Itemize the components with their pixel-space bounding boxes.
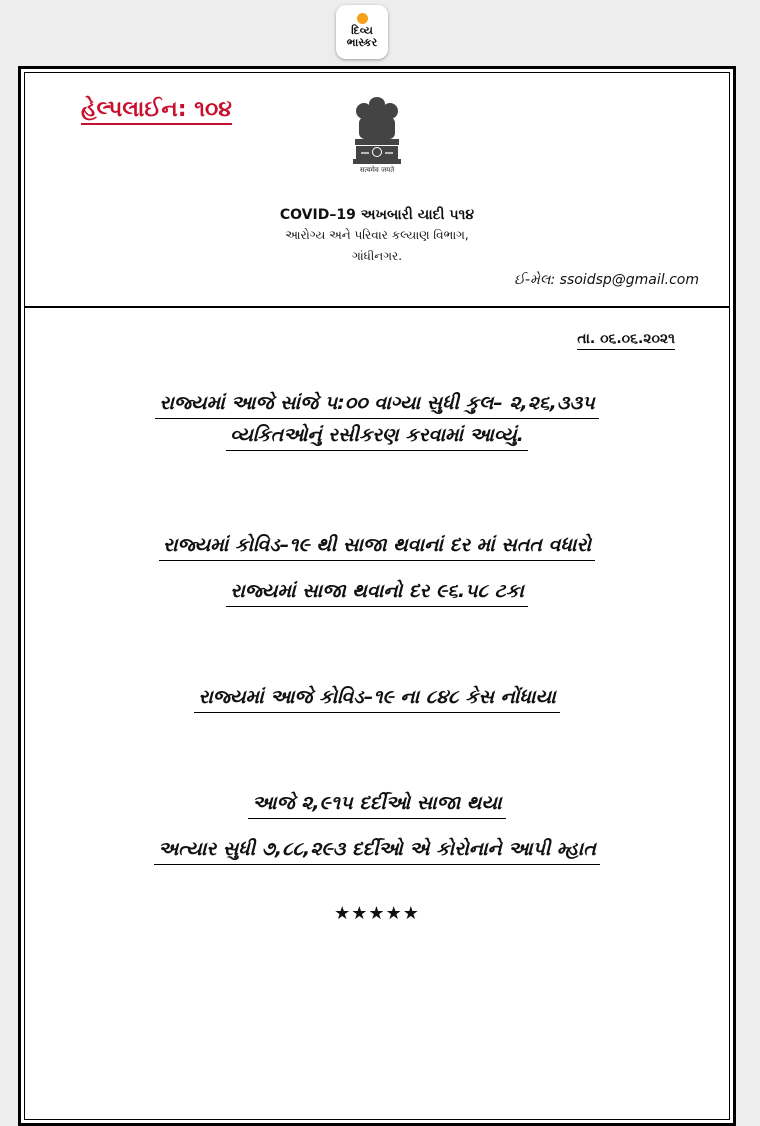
- department-name: આરોગ્ય અને પરિવાર કલ્યાણ વિભાગ,: [285, 228, 469, 242]
- email-address: ઈ-મેલ: ssoidsp@gmail.com: [514, 272, 699, 288]
- headline-new-cases: રાજ્યમાં આજે કોવિડ–૧૯ ના ૮૪૮ કેસ નોંધાયા: [194, 683, 559, 713]
- brand-line-2: ભાસ્કર: [346, 36, 378, 49]
- headlines: [21, 389, 733, 865]
- stars-separator: ★★★★★: [334, 903, 420, 924]
- headline-recovery-rate-increase: રાજ્યમાં કોવિડ–૧૯ થી સાજા થવાનાં દર માં સતત વધારો: [159, 531, 595, 561]
- emblem-motto: सत्यमेव जयते: [359, 166, 395, 174]
- header-divider: [24, 306, 730, 308]
- divya-bhaskar-logo: [336, 5, 388, 59]
- city-name: ગાંધીનગર.: [351, 249, 403, 263]
- headline-recovery-rate: રાજ્યમાં સાજા થવાનો દર ૯૬.૫૮ ટકા: [226, 577, 527, 607]
- release-title: COVID–19 અખબારી યાદી ૫૧૪: [279, 207, 475, 223]
- press-release-document: [18, 66, 736, 1126]
- headline-total-recovered: અત્યાર સુધી ૭,૮૮,૨૯૩ દર્દીઓ એ કોરોનાને આપી મ્હાત: [154, 835, 600, 865]
- national-emblem-icon: [347, 95, 407, 173]
- release-date: તા. ૦૬.૦૬.૨૦૨૧: [577, 331, 675, 350]
- brand-line-1: દિવ્ય: [351, 24, 373, 37]
- release-header: [21, 205, 733, 267]
- brand-dot-icon: [357, 13, 368, 24]
- helpline-number: હેલ્પલાઈન: ૧૦૪: [81, 97, 232, 125]
- headline-recovered-today: આજે ૨,૯૧૫ દર્દીઓ સાજા થયા: [248, 789, 505, 819]
- headline-vaccination-line-1: રાજ્યમાં આજે સાંજે ૫:૦૦ વાગ્યા સુધી કુલ– ૨,૨૬,૩૩૫: [155, 389, 598, 419]
- headline-vaccination-line-2: વ્યકિતઓનું રસીકરણ કરવામાં આવ્યું.: [226, 421, 528, 451]
